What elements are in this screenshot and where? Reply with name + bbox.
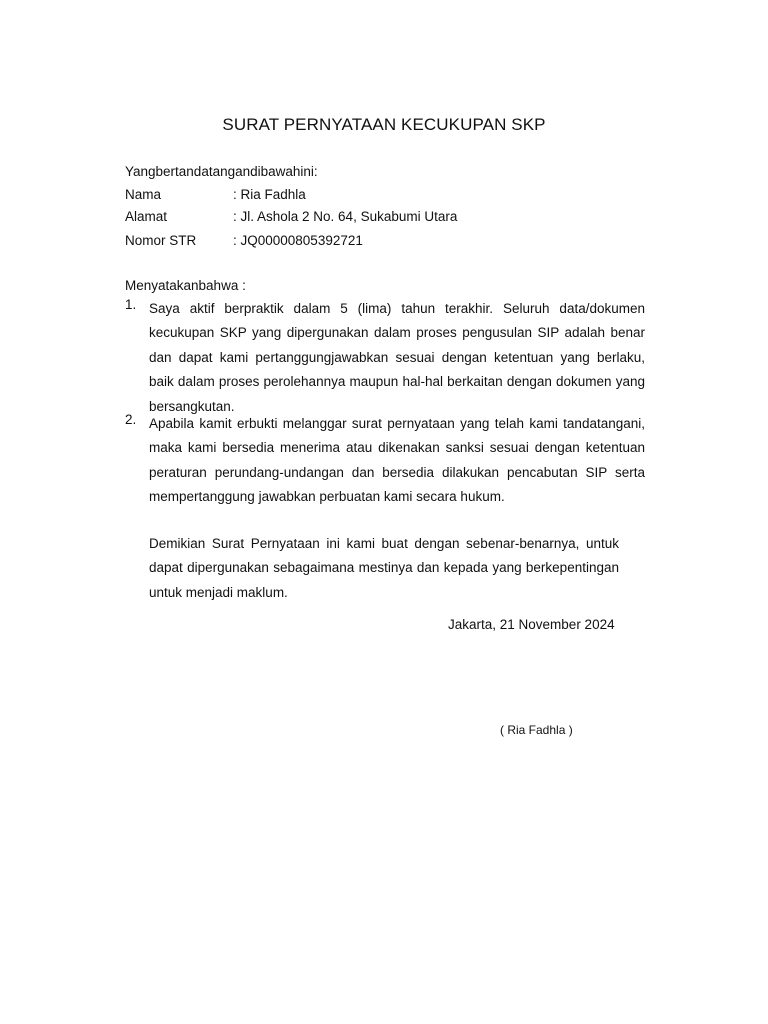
statement-text-2: Apabila kamit erbukti melanggar surat pernyataan yang telah kami tandatangani, maka kami bersedia menerima atau dikenakan sanksi sesuai dengan ketentuan peraturan perundang-undangan dan bersedia dilakukan pencabutan SIP serta mempertanggung jawabkan perbuatan kami secara hukum. — [149, 416, 645, 505]
field-value-nomor-str: : JQ00000805392721 — [233, 233, 363, 248]
document-title: SURAT PERNYATAAN KECUKUPAN SKP — [222, 115, 546, 134]
field-value-alamat: : Jl. Ashola 2 No. 64, Sukabumi Utara — [233, 209, 458, 224]
signer-name: ( Ria Fadhla ) — [500, 723, 573, 737]
field-value-nama: : Ria Fadhla — [233, 187, 306, 202]
field-label-nomor-str: Nomor STR — [125, 233, 197, 248]
statement-number-1: 1. — [125, 297, 137, 312]
statement-item-2 — [125, 412, 645, 512]
statement-text-1: Saya aktif berpraktik dalam 5 (lima) tahun terakhir. Seluruh data/dokumen kecukupan SKP yang dipergunakan dalam proses pengusulan SIP adalah benar dan dapat kami pertanggungjawabkan sesuai dengan ketentuan yang berlaku, baik dalam proses perolehannya maupun hal-hal berkaitan dengan dokumen yang bersangkutan. — [149, 301, 645, 414]
statement-item-1 — [125, 297, 645, 427]
declaration-label: Menyatakanbahwa : — [125, 278, 246, 293]
field-label-nama: Nama — [125, 187, 162, 202]
closing-paragraph: Demikian Surat Pernyataan ini kami buat dengan sebenar-benarnya, untuk dapat dipergunakan sebagaimana mestinya dan kepada yang berkepentingan untuk menjadi maklum. — [149, 536, 619, 600]
statement-number-2: 2. — [125, 412, 137, 427]
place-date: Jakarta, 21 November 2024 — [448, 617, 615, 632]
field-label-alamat: Alamat — [125, 209, 168, 224]
intro-text: Yangbertandatangandibawahini: — [125, 164, 318, 179]
